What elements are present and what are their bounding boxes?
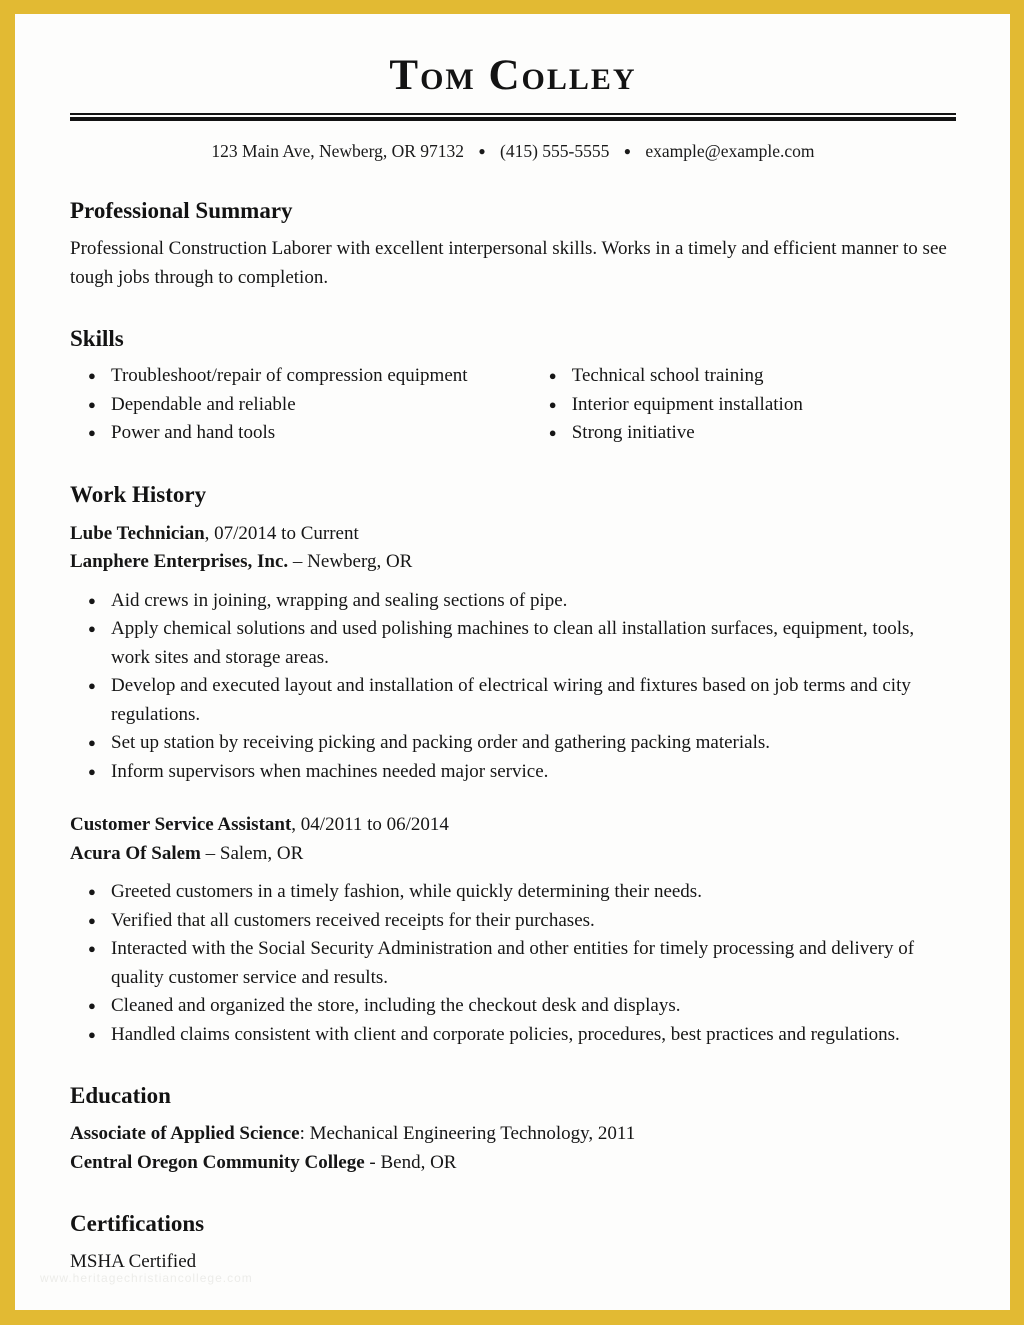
job-bullet: ● Interacted with the Social Security Administration and other entities for timely processing and delivery of quality customer service and results. xyxy=(88,935,956,992)
job-bullet: ● Apply chemical solutions and used polishing machines to clean all installation surfaces, equipment, tools, work sites and storage areas. xyxy=(88,615,956,672)
skill-item: ● Technical school training xyxy=(549,362,956,391)
section-title-education: Education xyxy=(70,1083,171,1108)
bullet-separator-icon: ● xyxy=(478,144,486,158)
skills-column-left xyxy=(70,362,531,448)
contact-phone: (415) 555-5555 xyxy=(500,141,610,161)
resume-name: Tom Colley xyxy=(389,52,637,99)
section-title-certifications: Certifications xyxy=(70,1211,205,1236)
job-company: Lanphere Enterprises, Inc. xyxy=(70,551,289,572)
job-bullet-list xyxy=(70,878,956,1049)
header-divider xyxy=(70,113,956,121)
skills-columns xyxy=(70,362,956,448)
certification-item: MSHA Certified xyxy=(70,1251,197,1272)
contact-address: 123 Main Ave, Newberg, OR 97132 xyxy=(211,141,465,161)
bullet-separator-icon: ● xyxy=(623,144,631,158)
skill-item: ● Troubleshoot/repair of compression equipment xyxy=(88,362,531,391)
skills-list-right xyxy=(531,362,956,448)
job-title-line xyxy=(70,520,956,549)
job-bullet: ● Set up station by receiving picking and packing order and gathering packing materials. xyxy=(88,729,956,758)
job-bullet: ● Inform supervisors when machines needed major service. xyxy=(88,758,956,787)
education-degree-line xyxy=(70,1120,956,1149)
skill-item: ● Interior equipment installation xyxy=(549,391,956,420)
skill-item: ● Strong initiative xyxy=(549,419,956,448)
job-employer-line xyxy=(70,548,956,577)
job-bullet: ● Handled claims consistent with client and corporate policies, procedures, best practices and regulations. xyxy=(88,1021,956,1050)
job-company: Acura Of Salem xyxy=(70,842,201,864)
job-bullet-list xyxy=(70,587,956,787)
job-bullet: ● Develop and executed layout and installation of electrical wiring and fixtures based on job terms and city regulations. xyxy=(88,672,956,729)
job-dates: , 04/2011 to 06/2014 xyxy=(291,814,449,835)
skill-item: ● Dependable and reliable xyxy=(88,391,531,420)
education-school-detail: - Bend, OR xyxy=(364,1151,457,1173)
education-school: Central Oregon Community College xyxy=(70,1151,365,1173)
job-role: Lube Technician xyxy=(70,522,205,544)
skill-item: ● Power and hand tools xyxy=(88,419,531,448)
job-title-line xyxy=(70,811,956,840)
resume-content xyxy=(15,52,1010,1277)
section-title-summary: Professional Summary xyxy=(70,198,293,223)
job-bullet: ● Greeted customers in a timely fashion, while quickly determining their needs. xyxy=(88,878,956,907)
job-bullet: ● Cleaned and organized the store, including the checkout desk and displays. xyxy=(88,992,956,1021)
skills-list-left xyxy=(70,362,531,448)
job-entry xyxy=(70,520,956,787)
job-dates: , 07/2014 to Current xyxy=(204,522,359,544)
summary-text: Professional Construction Laborer with excellent interpersonal skills. Works in a timely and efficient manner to see tough jobs through to completion. xyxy=(70,238,947,288)
job-employer-line xyxy=(70,840,956,869)
contact-line xyxy=(70,140,956,162)
skills-column-right xyxy=(531,362,956,448)
job-entry xyxy=(70,811,956,1049)
resume-page xyxy=(15,14,1010,1310)
section-title-skills: Skills xyxy=(70,326,124,351)
job-role: Customer Service Assistant xyxy=(70,814,292,835)
job-bullet: ● Aid crews in joining, wrapping and sealing sections of pipe. xyxy=(88,587,956,616)
education-school-line xyxy=(70,1149,956,1178)
contact-email: example@example.com xyxy=(645,141,815,161)
education-degree-detail: : Mechanical Engineering Technology, 2011 xyxy=(299,1123,636,1144)
job-location: – Salem, OR xyxy=(200,842,304,864)
watermark-text: www.heritagechristiancollege.com xyxy=(40,1271,253,1285)
education-degree: Associate of Applied Science xyxy=(70,1123,300,1144)
job-bullet: ● Verified that all customers received receipts for their purchases. xyxy=(88,907,956,936)
job-location: – Newberg, OR xyxy=(288,551,413,572)
section-title-work-history: Work History xyxy=(70,481,207,507)
